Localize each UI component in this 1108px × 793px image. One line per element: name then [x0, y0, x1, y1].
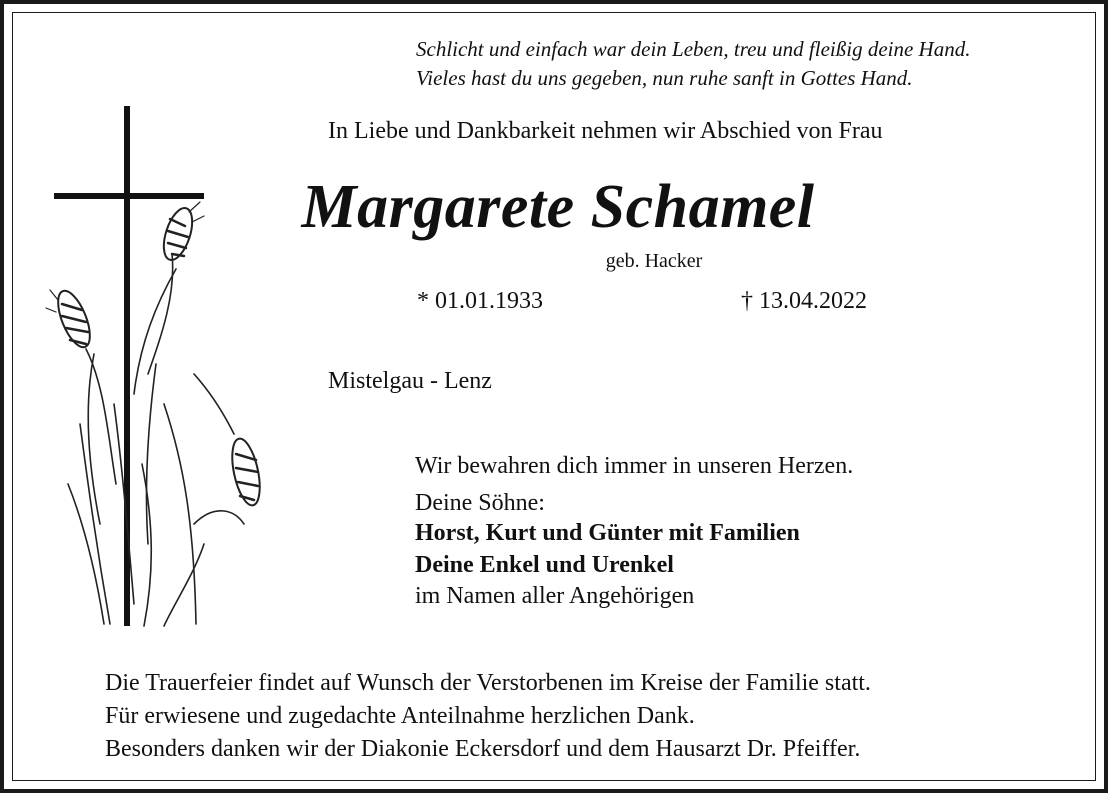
sons-names: Horst, Kurt und Günter mit Familien: [415, 520, 800, 546]
sons-label: Deine Söhne:: [415, 490, 545, 516]
motto: Wir bewahren dich immer in unseren Herzen.: [415, 453, 854, 479]
verse-line-2: Vieles hast du uns gegeben, nun ruhe sanft in Gottes Hand.: [416, 66, 913, 90]
death-date: † 13.04.2022: [741, 288, 867, 314]
footer-line-1: Die Trauerfeier findet auf Wunsch der Verstorbenen im Kreise der Familie statt.: [105, 670, 871, 696]
birth-name: geb. Hacker: [605, 250, 703, 272]
relatives: im Namen aller Angehörigen: [415, 583, 695, 609]
deceased-name: Margarete Schamel: [301, 173, 815, 241]
grandchildren: Deine Enkel und Urenkel: [415, 552, 674, 578]
footer-line-3: Besonders danken wir der Diakonie Eckersdorf und dem Hausarzt Dr. Pfeiffer.: [105, 736, 861, 762]
intro-text: In Liebe und Dankbarkeit nehmen wir Abschied von Frau: [328, 118, 883, 144]
birth-date: * 01.01.1933: [417, 288, 543, 314]
place-of-residence: Mistelgau - Lenz: [328, 368, 492, 394]
footer-line-2: Für erwiesene und zugedachte Anteilnahme herzlichen Dank.: [105, 703, 695, 729]
verse-line-1: Schlicht und einfach war dein Leben, treu und fleißig deine Hand.: [416, 37, 971, 61]
